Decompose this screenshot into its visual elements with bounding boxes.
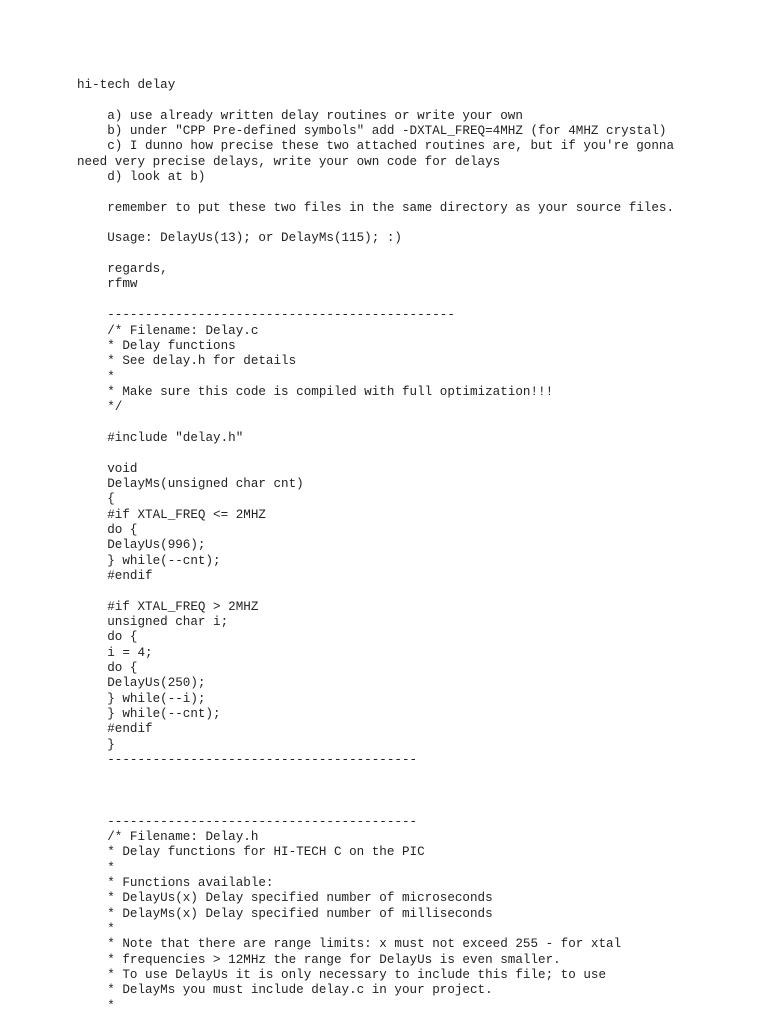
document-line: b) under "CPP Pre-defined symbols" add -DXTAL_FREQ=4MHZ (for 4MHZ crystal) bbox=[77, 124, 667, 139]
document-line: * frequencies > 12MHz the range for DelayUs is even smaller. bbox=[77, 952, 561, 967]
document-line: a) use already written delay routines or write your own bbox=[77, 108, 523, 123]
document-line: * To use DelayUs it is only necessary to include this file; to use bbox=[77, 967, 607, 982]
document-text bbox=[77, 78, 674, 1014]
document-line: * bbox=[77, 860, 115, 875]
document-line: DelayUs(250); bbox=[77, 676, 206, 691]
document-line: do { bbox=[77, 630, 138, 645]
document-line: } while(--cnt); bbox=[77, 707, 221, 722]
document-line: ----------------------------------------- bbox=[77, 753, 418, 768]
document-line: c) I dunno how precise these two attached routines are, but if you're gonna bbox=[77, 139, 675, 154]
document-line: #include "delay.h" bbox=[77, 430, 244, 445]
document-line bbox=[77, 247, 674, 262]
document-line bbox=[77, 784, 674, 799]
document-line: void bbox=[77, 461, 138, 476]
document-line: * DelayMs you must include delay.c in your project. bbox=[77, 983, 493, 998]
document-line: unsigned char i; bbox=[77, 615, 229, 630]
document-line: i = 4; bbox=[77, 645, 153, 660]
document-line: do { bbox=[77, 522, 138, 537]
document-line: need very precise delays, write your own code for delays bbox=[77, 154, 501, 169]
document-line: /* Filename: Delay.h bbox=[77, 829, 259, 844]
document-line: do { bbox=[77, 661, 138, 676]
document-line: { bbox=[77, 492, 115, 507]
document-line: * DelayUs(x) Delay specified number of microseconds bbox=[77, 891, 493, 906]
document-line: * bbox=[77, 369, 115, 384]
document-line: * Note that there are range limits: x must not exceed 255 - for xtal bbox=[77, 937, 622, 952]
document-line: ---------------------------------------------- bbox=[77, 308, 455, 323]
document-line bbox=[77, 216, 674, 231]
document-line: * DelayMs(x) Delay specified number of milliseconds bbox=[77, 906, 493, 921]
document-line bbox=[77, 293, 674, 308]
document-line: ----------------------------------------- bbox=[77, 814, 418, 829]
document-line: DelayUs(996); bbox=[77, 538, 206, 553]
document-line: * bbox=[77, 998, 115, 1013]
document-line: d) look at b) bbox=[77, 170, 206, 185]
document-line: #endif bbox=[77, 722, 153, 737]
document-line: } bbox=[77, 737, 115, 752]
document-line: rfmw bbox=[77, 277, 138, 292]
document-line: /* Filename: Delay.c bbox=[77, 323, 259, 338]
document-line: } while(--cnt); bbox=[77, 553, 221, 568]
document-line: * Delay functions bbox=[77, 338, 236, 353]
document-line: * bbox=[77, 921, 115, 936]
document-line: * Make sure this code is compiled with full optimization!!! bbox=[77, 384, 554, 399]
document-line: */ bbox=[77, 400, 123, 415]
document-line: * Functions available: bbox=[77, 875, 274, 890]
document-line bbox=[77, 584, 674, 599]
document-line: hi-tech delay bbox=[77, 78, 176, 92]
document-line: #if XTAL_FREQ > 2MHZ bbox=[77, 599, 259, 614]
document-line bbox=[77, 185, 674, 200]
document-line: DelayMs(unsigned char cnt) bbox=[77, 476, 304, 491]
document-line bbox=[77, 416, 674, 431]
document-line: #endif bbox=[77, 569, 153, 583]
document-line: } while(--i); bbox=[77, 691, 206, 706]
document-line: * See delay.h for details bbox=[77, 354, 297, 369]
document-line: regards, bbox=[77, 262, 168, 277]
document-line: remember to put these two files in the same directory as your source files. bbox=[77, 200, 675, 215]
document-line bbox=[77, 768, 674, 783]
document-line: #if XTAL_FREQ <= 2MHZ bbox=[77, 507, 266, 522]
document-line: * Delay functions for HI-TECH C on the PIC bbox=[77, 845, 425, 860]
document-line: Usage: DelayUs(13); or DelayMs(115); :) bbox=[77, 231, 402, 246]
document-line bbox=[77, 799, 674, 814]
document-line bbox=[77, 93, 674, 108]
document-line bbox=[77, 446, 674, 461]
